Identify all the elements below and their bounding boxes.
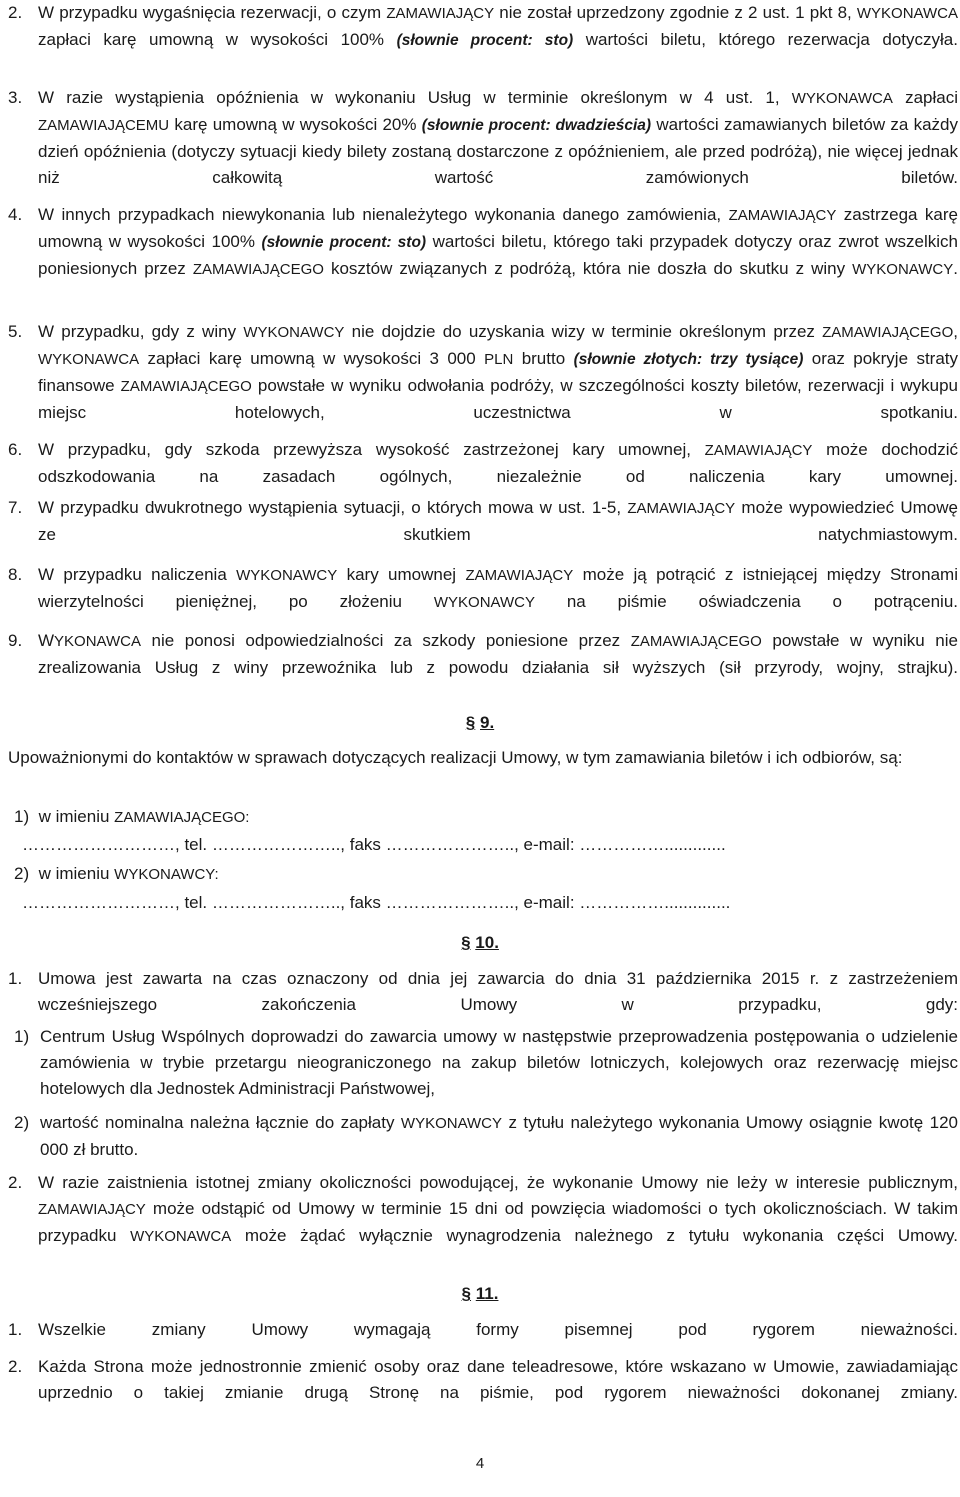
term-clause-2: 2. W razie zaistnienia istotnej zmiany okoliczności powodującej, że wykonanie Umowy nie leży w interesie publicznym, ZAMAWIAJĄCY może odstąpić od Umowy w terminie 15 dni od powzięcia wiadomości o tych okolicznościach. W takim przypadku WYKONAWCA może żądać wyłącznie wynagrodzenia należnego z tytułu wykonania części Umowy. xyxy=(8,1173,958,1245)
amendments-clause-2: 2. Każda Strona może jednostronnie zmienić osoby oraz dane teleadresowe, które wskazano w Umowie, zawiadamiając uprzednio o takiej zmianie drugą Stronę na piśmie, pod rygorem nieważności dokonanej zmiany. xyxy=(8,1357,958,1402)
penalty-clause-9 xyxy=(8,628,958,707)
clause-number: 7. xyxy=(8,498,23,517)
term-condition-2: 2) wartość nominalna należna łącznie do zapłaty WYKONAWCY z tytułu należytego wykonania Umowy osiągnie kwotę 120 000 zł brutto. xyxy=(14,1113,959,1159)
clause-text: W przypadku, gdy szkoda przewyższa wysokość zastrzeżonej kary umownej, ZAMAWIAJĄCY może dochodzić odszkodowania na zasadach ogólnych, niezależnie od naliczenia kary umownej. xyxy=(38,440,958,486)
contact-item-2-label: 2) w imieniu WYKONAWCY: xyxy=(14,864,219,883)
clause-text: W przypadku dwukrotnego wystąpienia sytuacji, o których mowa w ust. 1-5, ZAMAWIAJĄCY może wypowiedzieć Umowę ze skutkiem natychmiastowym. xyxy=(38,498,958,544)
section-heading-10: § 10. xyxy=(461,933,499,952)
clause-number: 6. xyxy=(8,440,23,459)
clause-text: W przypadku, gdy z winy WYKONAWCY nie dojdzie do uzyskania wizy w terminie określonym przez ZAMAWIAJĄCEGO, WYKONAWCA zapłaci karę umowną w wysokości 3 000 PLN brutto (słownie złotych: trzy tysiące) oraz pokryje straty finansowe ZAMAWIAJĄCEGO powstałe w wyniku odwołania podróży, w szczególności koszty biletów, rezerwacji i wykupu miejsc hotelowych, uczestnictwa w spotkaniu. xyxy=(38,322,958,422)
clause-number: 4. xyxy=(8,205,23,224)
clause-number: 2. xyxy=(8,3,23,22)
penalty-clause-3 xyxy=(8,85,958,217)
clause-text: W przypadku naliczenia WYKONAWCY kary umownej ZAMAWIAJĄCY może ją potrącić z istniejącej między Stronami wierzytelności pieniężnej, po złożeniu WYKONAWCY na piśmie oświadczenia o potrąceniu. xyxy=(38,565,958,611)
clause-number: 8. xyxy=(8,565,23,584)
section-heading-9: § 9. xyxy=(465,713,495,732)
contact-item-1-label: 1) w imieniu ZAMAWIAJĄCEGO: xyxy=(14,807,250,826)
clause-text: W razie wystąpienia opóźnienia w wykonaniu Usług w terminie określonym w 4 ust. 1, WYKONAWCA zapłaci ZAMAWIAJĄCEMU karę umowną w wysokości 20% (słownie procent: dwadzieścia) wartości zamawianych biletów za każdy dzień opóźnienia (dotyczy sytuacji kiedy bilety zostaną dostarczone z opóźnieniem, ale przed podróżą), nie więcej jednak niż całkowitą wartość zamówionych biletów. xyxy=(38,88,958,187)
term-clause-1: 1. Umowa jest zawarta na czas oznaczony od dnia jej zawarcia do dnia 31 października 2015 r. z zastrzeżeniem wcześniejszego zakończenia Umowy w przypadku, gdy: xyxy=(8,969,958,1014)
clause-number: 9. xyxy=(8,631,23,650)
contact-item-1-fields: ………………………, tel. ………………….., faks ………………….., e-mail: ……………............. xyxy=(22,835,726,854)
clause-text: W przypadku wygaśnięcia rezerwacji, o czym ZAMAWIAJĄCY nie został uprzedzony zgodnie z 2 ust. 1 pkt 8, WYKONAWCA zapłaci karę umowną w wysokości 100% (słownie procent: sto) wartości biletu, którego rezerwacja dotyczyła. xyxy=(38,3,959,49)
clause-number: 5. xyxy=(8,322,23,341)
contact-item-2-fields: ………………………, tel. ………………….., faks ………………….., e-mail: …………….............. xyxy=(22,893,731,912)
page-number: 4 xyxy=(475,1455,485,1472)
clause-text: WYKONAWCA nie ponosi odpowiedzialności za szkody poniesione przez ZAMAWIAJĄCEGO powstałe w wyniku nie zrealizowania Usług z winy przewoźnika lub z powodu działania sił wyższych (sił przyrody, wojny, strajku). xyxy=(38,631,958,677)
penalty-clause-5 xyxy=(8,319,958,452)
clause-text: W innych przypadkach niewykonania lub nienależytego wykonania danego zamówienia, ZAMAWIAJĄCY zastrzega karę umowną w wysokości 100% (słownie procent: sto) wartości biletu, którego taki przypadek dotyczy oraz zwrot wszelkich poniesionych przez ZAMAWIAJĄCEGO kosztów związanych z podróżą, która nie doszła do skutku z winy WYKONAWCY. xyxy=(38,205,958,278)
clause-number: 3. xyxy=(8,88,23,107)
term-condition-1: 1) Centrum Usług Wspólnych doprowadzi do zawarcia umowy w następstwie przeprowadzenia postępowania o udzielenie zamówienia w trybie przetargu nieograniczonego na zakup biletów lotniczych, kolejowych oraz rezerwację miejsc hotelowych dla Jednostek Administracji Państwowej, xyxy=(14,1027,958,1098)
penalty-clause-2 xyxy=(8,0,958,80)
section-heading-11: § 11. xyxy=(461,1284,499,1303)
penalty-clause-4 xyxy=(8,202,958,309)
contacts-intro: Upoważnionymi do kontaktów w sprawach dotyczących realizacji Umowy, w tym zamawiania biletów i ich odbiorów, są: xyxy=(8,748,903,767)
amendments-clause-1: 1. Wszelkie zmiany Umowy wymagają formy pisemnej pod rygorem nieważności. xyxy=(8,1320,958,1339)
